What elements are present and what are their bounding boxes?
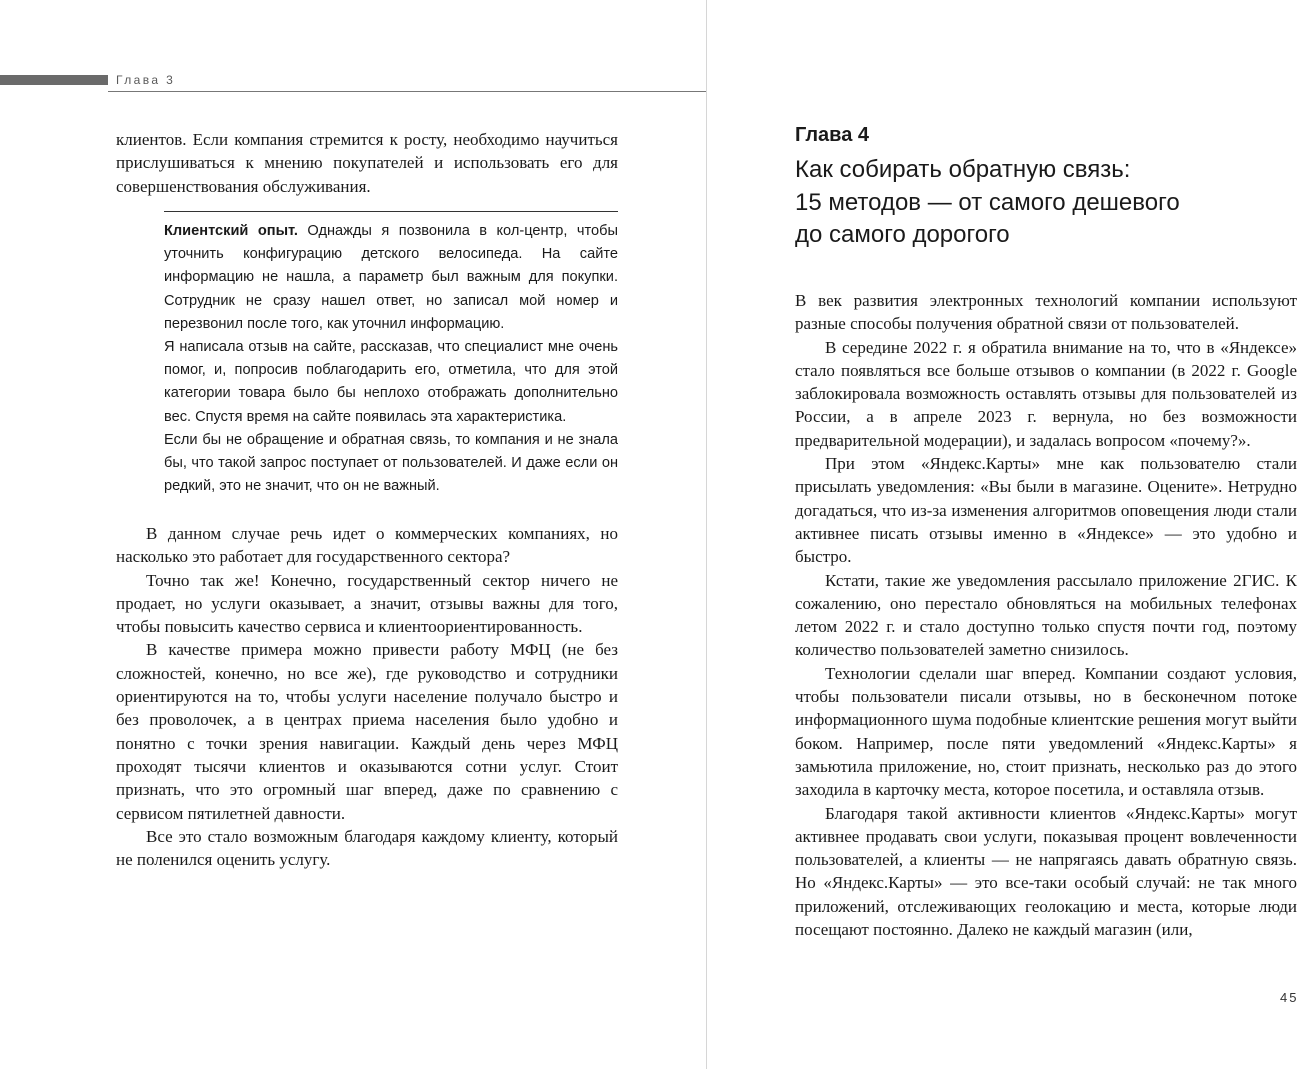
paragraph: Благодаря такой активности клиентов «Яндекс.Карты» могут активнее продавать свои услуги, показывая процент вовлеченности пользователей, а клиенты — не напрягаясь давать обратную связь. Но «Яндекс.Карты» — это все-таки особый случай: не так много приложений, отслеживающих геолокацию и места, которые люди посещают постоянно. Далеко не каждый магазин (или, — [795, 803, 1297, 940]
running-header-rule — [108, 91, 706, 92]
case-study-text: Однажды я позвонила в кол-центр, чтобы уточнить конфигурацию детского велосипеда. На сайте информацию не нашла, а параметр был важным для покупки. Сотрудник не сразу нашел ответ, но записал мой номер и перезвонил после того, как уточнил информацию. — [164, 223, 618, 332]
case-study-box — [164, 220, 618, 498]
right-body-text — [795, 289, 1297, 941]
chapter-title-line: Как собирать обратную связь: — [795, 156, 1131, 183]
chapter-title — [795, 154, 1275, 252]
page-number: 45 — [1280, 990, 1299, 1005]
case-study-paragraph: Я написала отзыв на сайте, рассказав, что специалист мне очень помог, и, попросив поблагодарить его, отметила, что для этой категории товара было бы неплохо отображать дополнительно вес. Спустя время на сайте появилась эта характеристика. — [164, 339, 618, 425]
case-study-paragraph: Если бы не обращение и обратная связь, то компания и не знала бы, что такой запрос поступает от пользователей. И даже если он редкий, это не значит, что он не важный. — [164, 431, 618, 495]
paragraph: В век развития электронных технологий компании используют разные способы получения обратной связи от пользователей. — [795, 291, 1297, 334]
right-page — [707, 0, 1300, 1069]
left-top-text — [116, 128, 618, 198]
left-bottom-text — [116, 522, 618, 871]
running-header: Глава 3 — [116, 73, 176, 87]
running-header-bar — [0, 75, 108, 85]
paragraph: клиентов. Если компания стремится к росту, необходимо научиться прислушиваться к мнению покупателей и использовать его для совершенствования обслуживания. — [116, 130, 618, 196]
paragraph: В данном случае речь идет о коммерческих компаниях, но насколько это работает для государственного сектора? — [116, 524, 618, 567]
paragraph: При этом «Яндекс.Карты» мне как пользователю стали присылать уведомления: «Вы были в магазине. Оцените». Нетрудно догадаться, что из-за изменения алгоритмов оповещения люди стали активнее писать отзывы именно в «Яндексе» — это удобно и быстро. — [795, 454, 1297, 567]
chapter-title-line: 15 методов — от самого дешевого — [795, 188, 1180, 216]
chapter-label: Глава 4 — [795, 124, 870, 146]
paragraph: Точно так же! Конечно, государственный сектор ничего не продает, но услуги оказывает, а значит, отзывы важны для того, чтобы повысить качество сервиса и клиентоориентированность. — [116, 570, 618, 637]
paragraph: Технологии сделали шаг вперед. Компании создают условия, чтобы пользователи писали отзывы, но в бесконечном потоке информационного шума подобные клиентские решения могут выйти боком. Например, после пяти уведомлений «Яндекс.Карты» я замьютила приложение, но, стоит признать, несколько раз до этого заходила в карточку места, которое посетила, и оставляла отзыв. — [795, 663, 1297, 800]
paragraph: Все это стало возможным благодаря каждому клиенту, который не поленился оценить услугу. — [116, 826, 618, 870]
paragraph: В середине 2022 г. я обратила внимание на то, что в «Яндексе» стало появляться все больше отзывов о компании (в 2022 г. Google заблокировала возможность оставлять отзывы для пользователей из России, а в апреле 2023 г. вернула, но без возможности предварительной модерации), и задалась вопросом «почему?». — [795, 337, 1297, 450]
case-study-rule — [164, 211, 618, 212]
paragraph: Кстати, такие же уведомления рассылало приложение 2ГИС. К сожалению, оно перестало обновляться на мобильных телефонах летом 2022 г. и стало доступно только спустя почти год, поэтому количество пользователей заметно снизилось. — [795, 570, 1297, 660]
case-study-lead: Клиентский опыт. — [164, 223, 298, 239]
paragraph: В качестве примера можно привести работу МФЦ (не без сложностей, конечно, но все же), где руководство и сотрудники ориентируются на то, чтобы услуги население получало быстро и без проволочек, а в центрах приема населения было удобно и понятно с точки зрения навигации. Каждый день через МФЦ проходят тысячи клиентов и оказываются сотни услуг. Стоит признать, что это огромный шаг вперед, даже по сравнению с сервисом пятилетней давности. — [116, 640, 618, 823]
chapter-title-line: до самого дорогого — [795, 221, 1010, 248]
case-study-paragraph — [164, 220, 618, 336]
